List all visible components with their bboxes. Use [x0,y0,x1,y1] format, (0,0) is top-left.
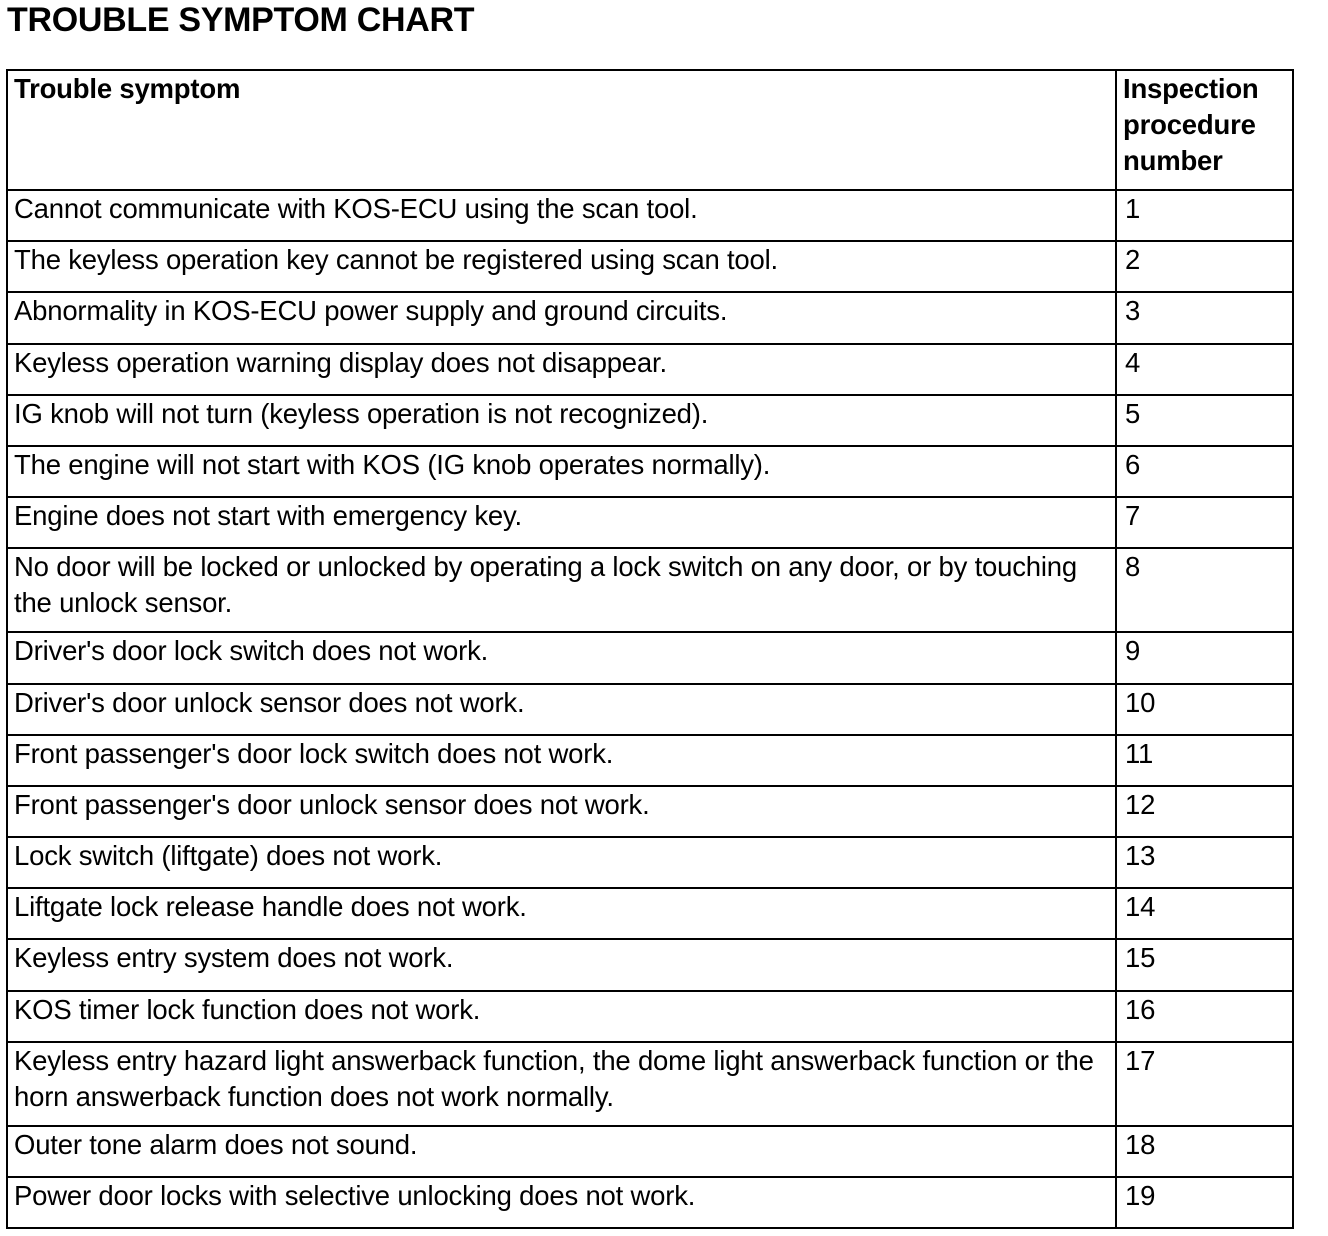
symptom-cell: Driver's door lock switch does not work. [7,632,1116,683]
symptom-cell: IG knob will not turn (keyless operation is not recognized). [7,395,1116,446]
procedure-number-cell: 12 [1116,786,1293,837]
symptom-cell: Front passenger's door unlock sensor does not work. [7,786,1116,837]
header-inspection-procedure-number: Inspection procedure number [1116,70,1293,190]
table-row [7,735,1293,786]
procedure-number-cell: 1 [1116,190,1293,241]
procedure-number-cell: 7 [1116,497,1293,548]
procedure-number-cell: 15 [1116,939,1293,990]
table-header-row [7,70,1293,190]
procedure-number-cell: 14 [1116,888,1293,939]
procedure-number-cell: 18 [1116,1126,1293,1177]
table-row [7,292,1293,343]
table-row [7,888,1293,939]
procedure-number-cell: 2 [1116,241,1293,292]
table-row [7,344,1293,395]
trouble-symptom-table [6,69,1294,1229]
procedure-number-cell: 4 [1116,344,1293,395]
symptom-cell: Liftgate lock release handle does not work. [7,888,1116,939]
symptom-cell: Engine does not start with emergency key. [7,497,1116,548]
symptom-cell: Driver's door unlock sensor does not work. [7,684,1116,735]
table-row [7,837,1293,888]
symptom-cell: No door will be locked or unlocked by operating a lock switch on any door, or by touching the unlock sensor. [7,548,1116,632]
table-row [7,684,1293,735]
table-row [7,1126,1293,1177]
symptom-cell: Keyless entry hazard light answerback function, the dome light answerback function or the horn answerback function does not work normally. [7,1042,1116,1126]
procedure-number-cell: 11 [1116,735,1293,786]
table-row [7,632,1293,683]
procedure-number-cell: 13 [1116,837,1293,888]
symptom-cell: Abnormality in KOS-ECU power supply and ground circuits. [7,292,1116,343]
table-row [7,241,1293,292]
header-trouble-symptom: Trouble symptom [7,70,1116,190]
procedure-number-cell: 6 [1116,446,1293,497]
symptom-cell: Outer tone alarm does not sound. [7,1126,1116,1177]
procedure-number-cell: 19 [1116,1177,1293,1228]
procedure-number-cell: 5 [1116,395,1293,446]
symptom-cell: The engine will not start with KOS (IG knob operates normally). [7,446,1116,497]
table-row [7,446,1293,497]
procedure-number-cell: 17 [1116,1042,1293,1126]
symptom-cell: Keyless operation warning display does not disappear. [7,344,1116,395]
procedure-number-cell: 3 [1116,292,1293,343]
table-row [7,497,1293,548]
table-row [7,1177,1293,1228]
table-row [7,548,1293,632]
symptom-cell: Lock switch (liftgate) does not work. [7,837,1116,888]
table-row [7,991,1293,1042]
table-row [7,1042,1293,1126]
symptom-cell: Cannot communicate with KOS-ECU using the scan tool. [7,190,1116,241]
symptom-cell: Front passenger's door lock switch does not work. [7,735,1116,786]
symptom-cell: KOS timer lock function does not work. [7,991,1116,1042]
procedure-number-cell: 10 [1116,684,1293,735]
table-row [7,395,1293,446]
symptom-cell: The keyless operation key cannot be registered using scan tool. [7,241,1116,292]
table-row [7,190,1293,241]
symptom-cell: Power door locks with selective unlocking does not work. [7,1177,1116,1228]
symptom-cell: Keyless entry system does not work. [7,939,1116,990]
procedure-number-cell: 9 [1116,632,1293,683]
procedure-number-cell: 16 [1116,991,1293,1042]
page-title: TROUBLE SYMPTOM CHART [7,1,475,39]
table-row [7,939,1293,990]
procedure-number-cell: 8 [1116,548,1293,632]
table-row [7,786,1293,837]
